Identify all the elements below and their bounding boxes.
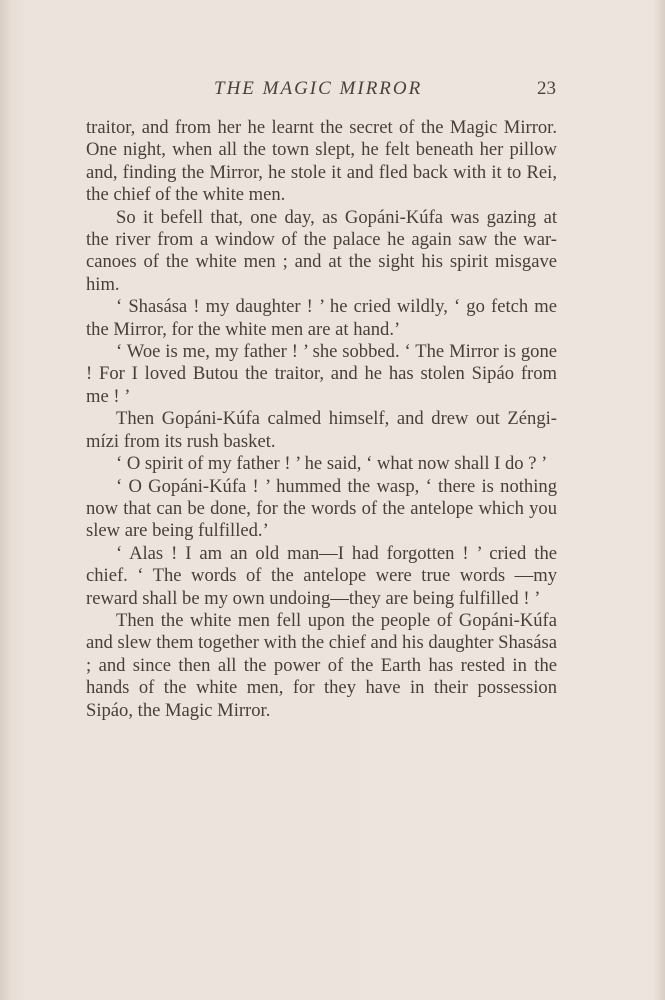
page-header: [86, 78, 556, 104]
paragraph: Then Gopáni-Kúfa calmed himself, and drew out Zéngi-mízi from its rush basket.: [86, 408, 557, 452]
paragraph: ‘ Woe is me, my father ! ’ she sobbed. ‘ The Mirror is gone ! For I loved Butou the traitor, and he has stolen Sipáo from me ! ’: [86, 341, 557, 407]
paragraph: ‘ Alas ! I am an old man—I had forgotten ! ’ cried the chief. ‘ The words of the antelope were true words —my reward shall be my own undoing—they are being fulfilled ! ’: [86, 542, 557, 609]
paragraph: So it befell that, one day, as Gopáni-Kúfa was gazing at the river from a window of the palace he again saw the war-canoes of the white men ; and at the sight his spirit misgave him.: [86, 206, 557, 295]
paragraph: Then the white men fell upon the people of Gopáni-Kúfa and slew them together with the chief and his daughter Shasása ; and since then all the power of the Earth has rested in the hands of the white men, for they have in their possession Sipáo, the Magic Mirror.: [86, 609, 557, 721]
paragraph: ‘ Shasása ! my daughter ! ’ he cried wildly, ‘ go fetch me the Mirror, for the white men are at hand.’: [86, 296, 557, 340]
paragraph: ‘ O Gopáni-Kúfa ! ’ hummed the wasp, ‘ there is nothing now that can be done, for the words of the antelope which you slew are being fulfilled.’: [86, 475, 557, 542]
paragraph: traitor, and from her he learnt the secret of the Magic Mirror. One night, when all the town slept, he felt beneath her pillow and, finding the Mirror, he stole it and fled back with it to Rei, the chief of the white men.: [86, 117, 557, 206]
body-text: [86, 117, 557, 722]
paragraph: ‘ O spirit of my father ! ’ he said, ‘ what now shall I do ? ’: [116, 453, 548, 475]
running-title: THE MAGIC MIRROR: [214, 78, 423, 99]
page-number: 23: [537, 78, 556, 99]
